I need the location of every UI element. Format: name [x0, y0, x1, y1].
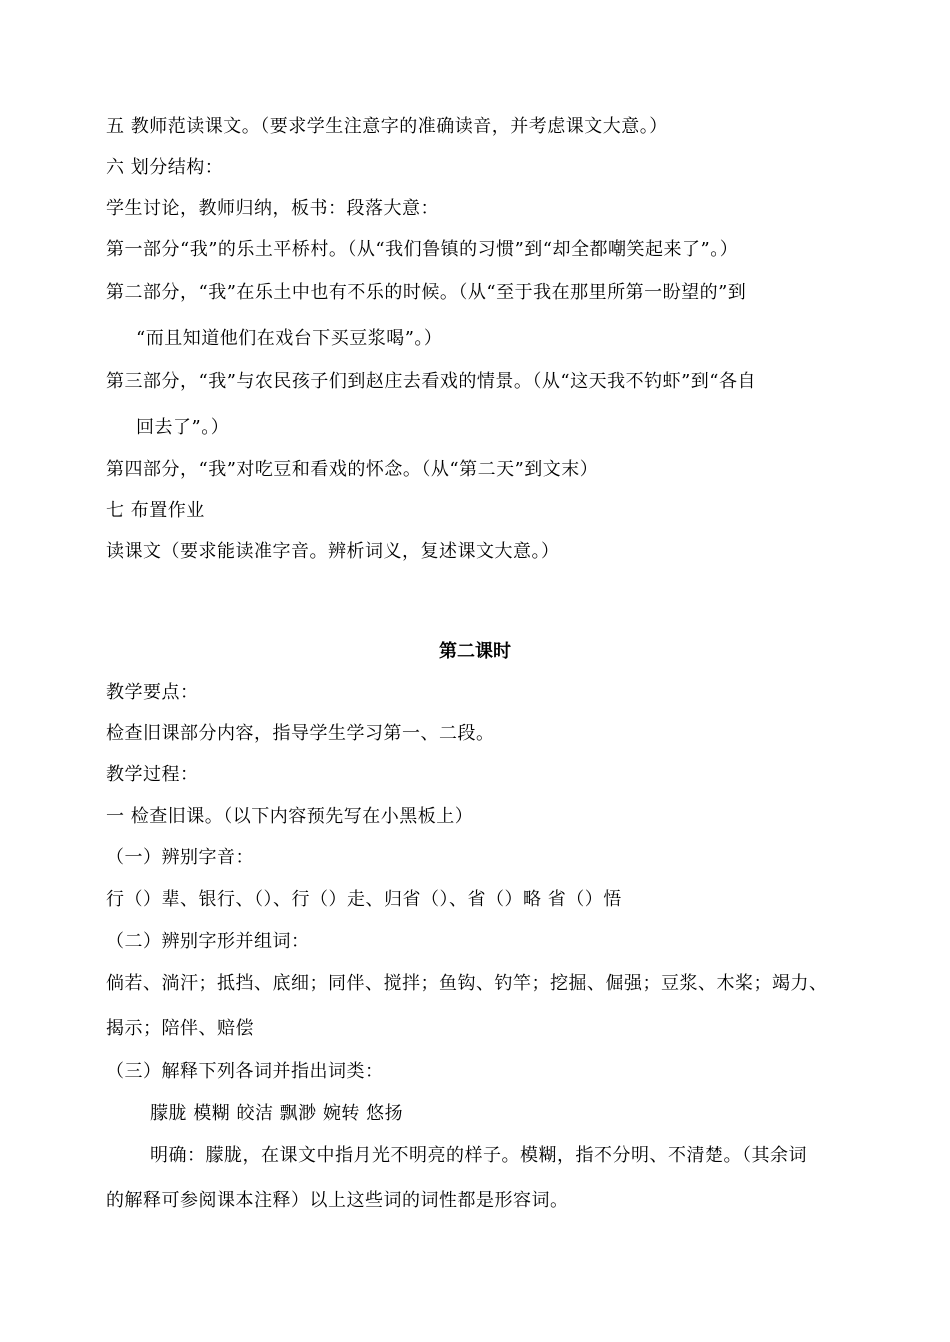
definition-heading: （三）解释下列各词并指出词类： [106, 1061, 384, 1082]
part-one-line: 第一部分“我”的乐土平桥村。（从“我们鲁镇的习惯”到“却全都嘲笑起来了”。） [106, 239, 739, 260]
section-heading: 第二课时 [439, 641, 511, 662]
part-three-line: 第三部分，“我”与农民孩子们到赵庄去看戏的情景。（从“这天我不钓虾”到“各自 [106, 371, 757, 392]
review-step-line: 一 检查旧课。（以下内容预先写在小黑板上） [106, 806, 474, 827]
step-seven-line: 七 布置作业 [106, 500, 205, 521]
clarification-line-1: 明确：朦胧，在课文中指月光不明亮的样子。模糊，指不分明、不清楚。（其余词 [150, 1145, 807, 1166]
teaching-points-content: 检查旧课部分内容，指导学生学习第一、二段。 [106, 723, 495, 744]
glyph-items-line-1: 倘若、淌汗；抵挡、底细；同伴、搅拌；鱼钩、钓竿；挖掘、倔强；豆浆、木桨；竭力、 [106, 973, 828, 994]
part-four-line: 第四部分，“我”对吃豆和看戏的怀念。（从“第二天”到文末） [106, 459, 599, 480]
pronunciation-heading: （一）辨别字音： [106, 847, 254, 868]
pronunciation-items: 行（）辈、银行、（）、行（）走、归省（）、省（）略 省（）悟 [106, 889, 622, 910]
vocabulary-list: 朦胧 模糊 皎洁 飘渺 婉转 悠扬 [150, 1103, 404, 1124]
part-two-line: 第二部分，“我”在乐土中也有不乐的时候。（从“至于我在那里所第一盼望的”到 [106, 282, 747, 303]
step-five-line: 五 教师范读课文。（要求学生注意字的准确读音，并考虑课文大意。） [106, 116, 668, 137]
glyph-heading: （二）辨别字形并组词： [106, 931, 310, 952]
discussion-line: 学生讨论，教师归纳，板书：段落大意： [106, 198, 439, 219]
part-two-continued-line: “而且知道他们在戏台下买豆浆喝”。） [136, 328, 443, 349]
teaching-points-label: 教学要点： [106, 682, 199, 703]
part-three-continued-line: 回去了”。） [136, 417, 230, 438]
clarification-line-2: 的解释可参阅课本注释）以上这些词的词性都是形容词。 [106, 1190, 569, 1211]
teaching-process-label: 教学过程： [106, 764, 199, 785]
glyph-items-line-2: 揭示；陪伴、赔偿 [106, 1018, 254, 1039]
homework-line: 读课文（要求能读准字音。辨析词义，复述课文大意。） [106, 541, 560, 562]
step-six-line: 六 划分结构： [106, 157, 224, 178]
